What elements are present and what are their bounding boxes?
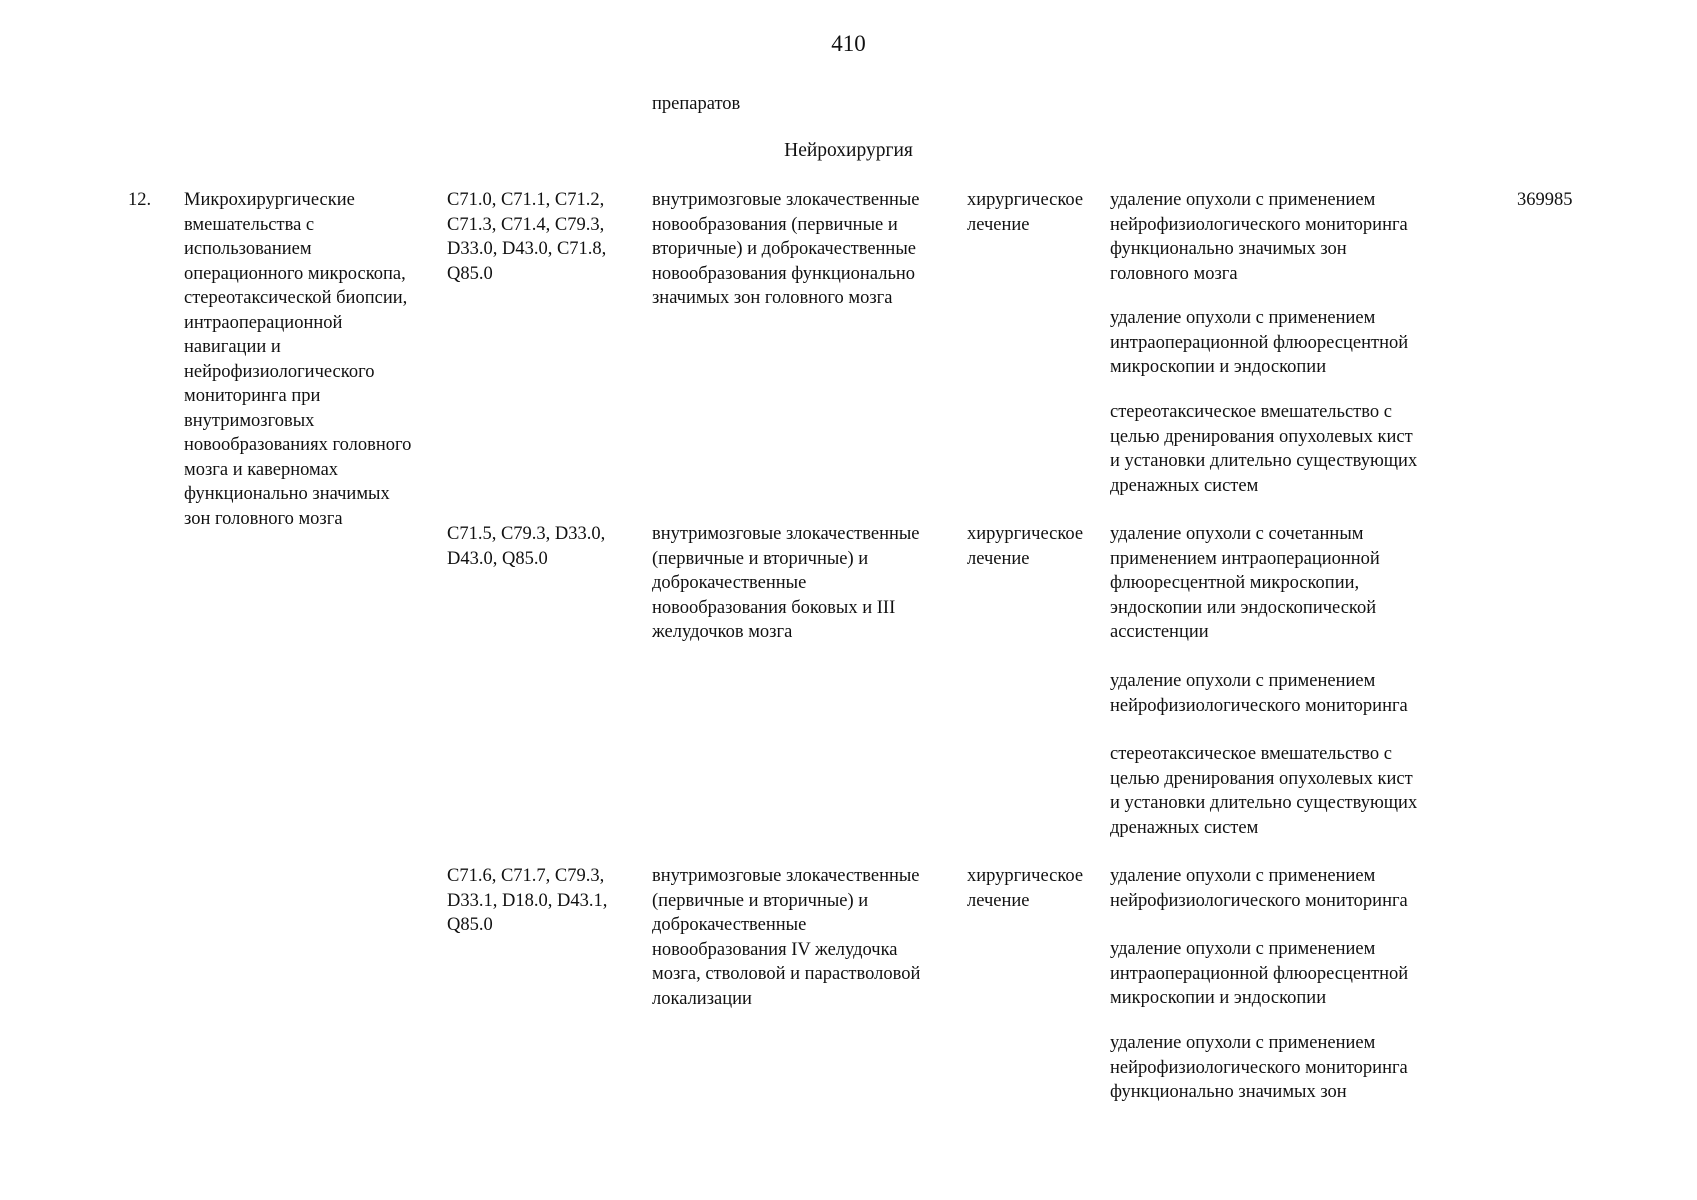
treatment-type: хирургическое лечение [967, 524, 1084, 569]
treatment-method: удаление опухоли с применением нейрофизиологического мониторинга [1110, 671, 1408, 716]
treatment-type: хирургическое лечение [967, 190, 1084, 235]
icd-codes: C71.0, C71.1, C71.2, C71.3, C71.4, C79.3, D33.0, D43.0, C71.8, Q85.0 [447, 190, 607, 284]
treatment-type: хирургическое лечение [967, 866, 1084, 911]
diagnosis-description: внутримозговые злокачественные (первичные и вторичные) и доброкачественные новообразования IV желудочка мозга, стволовой и парастволовой локализации [652, 866, 921, 1009]
diagnosis-description: внутримозговые злокачественные (первичные и вторичные) и доброкачественные новообразования боковых и III желудочков мозга [652, 524, 920, 642]
treatment-method: удаление опухоли с применением нейрофизиологического мониторинга функционально значимых зон головного мозга [1110, 190, 1408, 284]
icd-codes: C71.6, C71.7, C79.3, D33.1, D18.0, D43.1, Q85.0 [447, 866, 608, 935]
intervention-name: Микрохирургические вмешательства с использованием операционного микроскопа, стереотаксической биопсии, интраоперационной навигации и нейрофизиологического мониторинга при внутримозговых новообразованиях головного мозга и каверномах функционально значимых зон головного мозга [184, 190, 412, 529]
treatment-method: удаление опухоли с применением интраоперационной флюоресцентной микроскопии и эндоскопии [1110, 308, 1409, 377]
diagnosis-description: внутримозговые злокачественные новообразования (первичные и вторичные) и доброкачественные новообразования функционально значимых зон головного мозга [652, 190, 920, 308]
treatment-method: удаление опухоли с применением нейрофизиологического мониторинга [1110, 866, 1408, 911]
page-number: 410 [831, 31, 866, 56]
treatment-method: удаление опухоли с применением нейрофизиологического мониторинга функционально значимых зон [1110, 1033, 1408, 1102]
treatment-method: удаление опухоли с сочетанным применением интраоперационной флюоресцентной микроскопии, эндоскопии или эндоскопической ассистенции [1110, 524, 1380, 642]
section-title: Нейрохирургия [784, 140, 913, 161]
icd-codes: C71.5, C79.3, D33.0, D43.0, Q85.0 [447, 524, 606, 569]
treatment-method: стереотаксическое вмешательство с целью дренирования опухолевых кист и установки длительно существующих дренажных систем [1110, 402, 1418, 496]
row-index: 12. [128, 190, 152, 210]
continuation-text: препаратов [652, 94, 741, 114]
treatment-method: удаление опухоли с применением интраоперационной флюоресцентной микроскопии и эндоскопии [1110, 939, 1409, 1008]
treatment-method: стереотаксическое вмешательство с целью дренирования опухолевых кист и установки длительно существующих дренажных систем [1110, 744, 1418, 838]
price-value: 369985 [1517, 190, 1573, 210]
